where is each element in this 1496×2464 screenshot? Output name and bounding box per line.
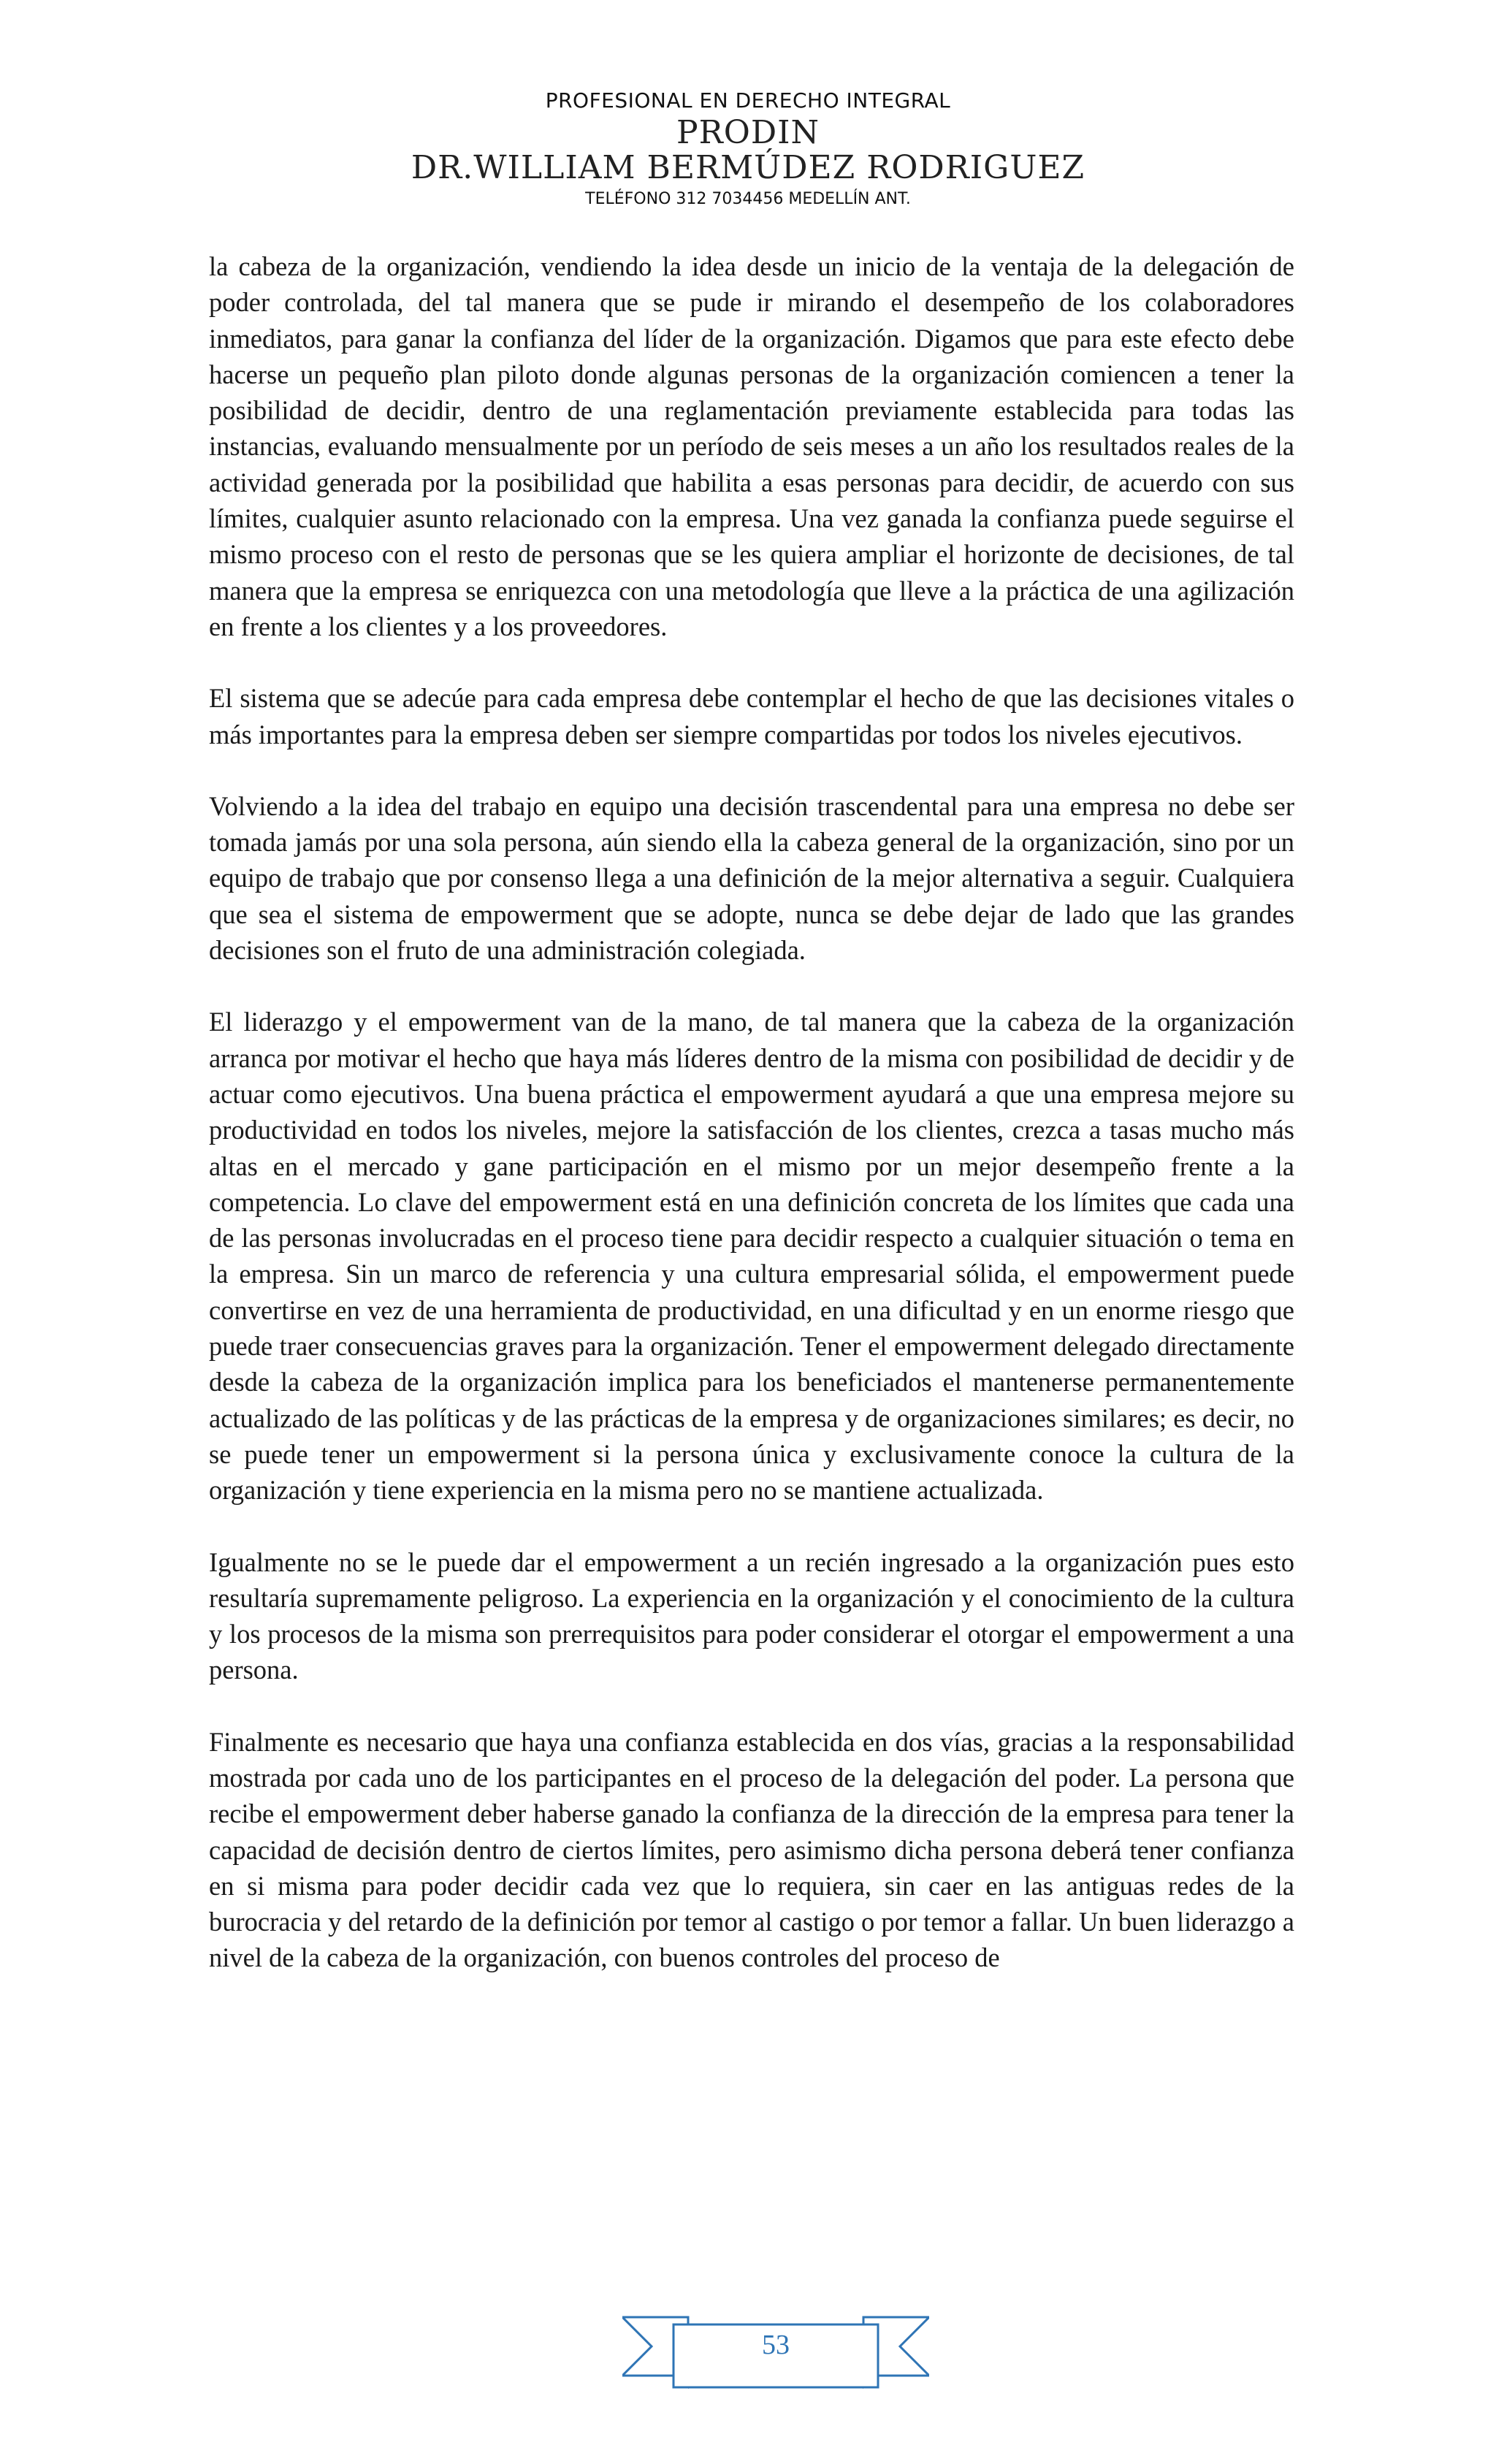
paragraph-2: El sistema que se adecúe para cada empresa debe contemplar el hecho de que las decisiones vitales o más importantes para la empresa deben ser siempre compartidas por todos los niveles ejecutivos.	[209, 683, 1294, 750]
paragraph-3: Volviendo a la idea del trabajo en equipo una decisión trascendental para una empresa no debe ser tomada jamás por una sola persona, aún siendo ella la cabeza general de la organización, sino por un equipo de trabajo que por consenso llega a una definición de la mejor alternativa a seguir. Cualquiera que sea el sistema de empowerment que se adopte, nunca se debe dejar de lado que las grandes decisiones son el fruto de una administración colegiada.	[209, 790, 1294, 966]
paragraph-6: Finalmente es necesario que haya una confianza establecida en dos vías, gracias a la responsabilidad mostrada por cada uno de los participantes en el proceso de la delegación del poder. La persona que recibe el empowerment deber haberse ganado la confianza de la dirección de la empresa para tener la capacidad de decisión dentro de ciertos límites, pero asimismo dicha persona deberá tener confianza en si misma para poder decidir cada vez que lo requiera, sin caer en las antiguas redes de la burocracia y del retardo de la definición por temor al castigo o por temor a fallar. Un buen liderazgo a nivel de la cabeza de la organización, con buenos controles del proceso de	[209, 1726, 1294, 1973]
header-profession: PROFESIONAL EN DERECHO INTEGRAL	[545, 88, 951, 112]
page-number: 53	[762, 2330, 790, 2360]
paragraph-5: Igualmente no se le puede dar el empowerment a un recién ingresado a la organización pues esto resultaría supremamente peligroso. La experiencia en la organización y el conocimiento de la cultura y los procesos de la misma son prerrequisitos para poder considerar el otorgar el empowerment a una persona.	[209, 1546, 1294, 1685]
header-author-name: DR.WILLIAM BERMÚDEZ RODRIGUEZ	[411, 149, 1085, 186]
paragraph-1: la cabeza de la organización, vendiendo la idea desde un inicio de la ventaja de la delegación de poder controlada, del tal manera que se pude ir mirando el desempeño de los colaboradores inmediatos, para ganar la confianza del líder de la organización. Digamos que para este efecto debe hacerse un pequeño plan piloto donde algunas personas de la organización comiencen a tener la posibilidad de decidir, dentro de una reglamentación previamente establecida para todas las instancias, evaluando mensualmente por un período de seis meses a un año los resultados reales de la actividad generada por la posibilidad que habilita a esas personas para decidir, de acuerdo con sus límites, cualquier asunto relacionado con la empresa. Una vez ganada la confianza puede seguirse el mismo proceso con el resto de personas que se les quiera ampliar el horizonte de decisiones, de tal manera que la empresa se enriquezca con una metodología que lleve a la práctica de una agilización en frente a los clientes y a los proveedores.	[209, 251, 1294, 641]
page-header	[0, 86, 1496, 213]
page-footer	[622, 2303, 929, 2390]
header-contact: TELÉFONO 312 7034456 MEDELLÍN ANT.	[585, 190, 911, 208]
document-body	[209, 248, 1294, 2012]
header-brand: PRODIN	[676, 114, 820, 151]
paragraph-4: El liderazgo y el empowerment van de la mano, de tal manera que la cabeza de la organización arranca por motivar el hecho que haya más líderes dentro de la misma con posibilidad de decidir y de actuar como ejecutivos. Una buena práctica el empowerment ayudará a que una empresa mejore su productividad en todos los niveles, mejore la satisfacción de los clientes, crezca a tasas mucho más altas en el mercado y gane participación en el mismo por un mejor desempeño frente a la competencia. Lo clave del empowerment está en una definición concreta de los límites que cada una de las personas involucradas en el proceso tiene para decidir respecto a cualquier situación o tema en la empresa. Sin un marco de referencia y una cultura empresarial sólida, el empowerment puede convertirse en vez de una herramienta de productividad, en una dificultad y en un enorme riesgo que puede traer consecuencias graves para la organización. Tener el empowerment delegado directamente desde la cabeza de la organización implica para los beneficiados el mantenerse permanentemente actualizado de las políticas y de las prácticas de la empresa y de organizaciones similares; es decir, no se puede tener un empowerment si la persona única y exclusivamente conoce la cultura de la organización y tiene experiencia en la misma pero no se mantiene actualizada.	[209, 1007, 1294, 1506]
